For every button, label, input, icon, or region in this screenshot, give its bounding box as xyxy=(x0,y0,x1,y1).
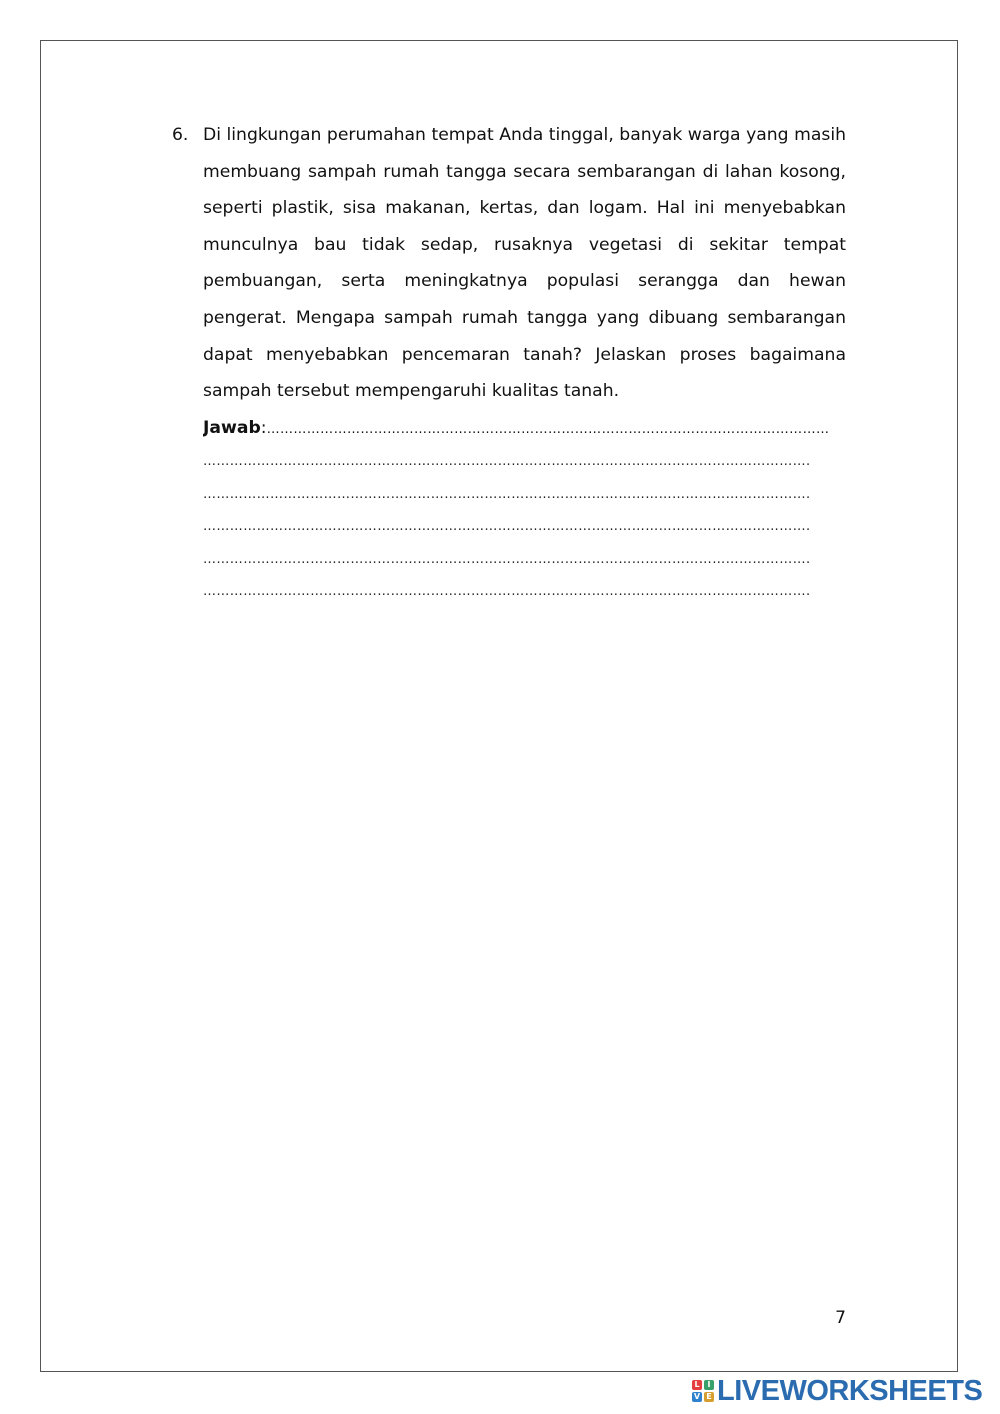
logo-tile-i: I xyxy=(704,1380,714,1390)
answer-label-line xyxy=(203,410,846,449)
question-text: Di lingkungan perumahan tempat Anda tinggal, banyak warga yang masih membuang sampah rumah tangga secara sembarangan di lahan kosong, seperti plastik, sisa makanan, kertas, dan logam. Hal ini menyebabkan munculnya bau tidak sedap, rusaknya vegetasi di sekitar tempat pembuangan, serta meningkatnya populasi serangga dan hewan pengerat. Mengapa sampah rumah tangga yang dibuang sembarangan dapat menyebabkan pencemaran tanah? Jelaskan proses bagaimana sampah tersebut mempengaruhi kualitas tanah. xyxy=(203,125,846,402)
question-block xyxy=(172,117,846,448)
logo-tile-l: L xyxy=(692,1380,702,1390)
answer-label: Jawab xyxy=(203,417,261,438)
answer-line-2[interactable]: ………………………………………………………………………………………………………………………. xyxy=(203,486,811,502)
logo-tile-e: E xyxy=(704,1392,714,1402)
answer-line-1[interactable]: ………………………………………………………………………………………………………………………. xyxy=(203,454,811,469)
page-number: 7 xyxy=(835,1308,846,1328)
brand-name: LIVEWORKSHEETS xyxy=(717,1374,983,1407)
logo-tile-v: V xyxy=(693,1392,701,1401)
answer-line-5[interactable]: ………………………………………………………………………………………………………………………. xyxy=(203,584,811,599)
answer-field-first[interactable]: ……………………………………………………………………………………………………………… xyxy=(266,421,830,437)
brand-logo-link[interactable] xyxy=(692,1376,982,1406)
answer-lines xyxy=(203,446,848,609)
answer-colon: : xyxy=(260,417,267,438)
answer-line-3[interactable]: ………………………………………………………………………………………………………………………. xyxy=(203,519,811,534)
question-number: 6. xyxy=(172,125,189,145)
answer-line-4[interactable]: ………………………………………………………………………………………………………………………. xyxy=(203,551,811,567)
liveworksheets-logo-icon xyxy=(692,1380,714,1402)
